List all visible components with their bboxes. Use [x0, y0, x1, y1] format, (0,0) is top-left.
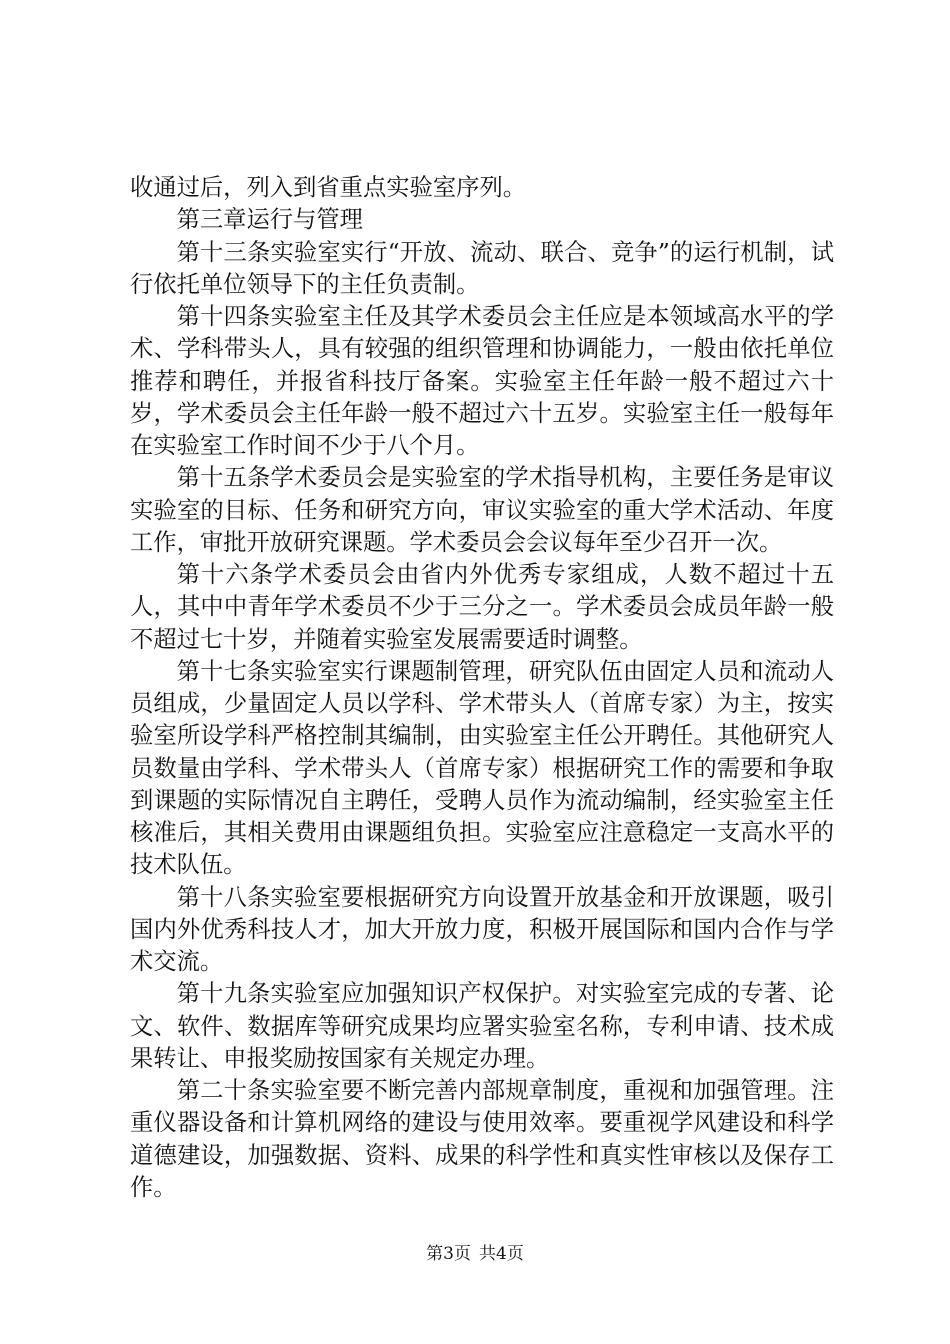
document-body	[130, 172, 834, 1204]
article-16: 第十六条学术委员会由省内外优秀专家组成，人数不超过十五人，其中中青年学术委员不少于三分之一。学术委员会成员年龄一般不超过七十岁，并随着实验室发展需要适时调整。	[130, 561, 834, 653]
article-13: 第十三条实验室实行“开放、流动、联合、竞争”的运行机制，试行依托单位领导下的主任负责制。	[130, 238, 834, 298]
page-total: 共4页	[479, 1244, 524, 1264]
article-19: 第十九条实验室应加强知识产权保护。对实验室完成的专著、论文、软件、数据库等研究成果均应署实验室名称，专利申请、技术成果转让、申报奖励按国家有关规定办理。	[130, 980, 834, 1072]
page-number: 第3页	[426, 1244, 471, 1264]
article-18: 第十八条实验室要根据研究方向设置开放基金和开放课题，吸引国内外优秀科技人才，加大开放力度，积极开展国际和国内合作与学术交流。	[130, 883, 834, 975]
article-14: 第十四条实验室主任及其学术委员会主任应是本领域高水平的学术、学科带头人，具有较强的组织管理和协调能力，一般由依托单位推荐和聘任，并报省科技厅备案。实验室主任年龄一般不超过六十岁，学术委员会主任年龄一般不超过六十五岁。实验室主任一般每年在实验室工作时间不少于八个月。	[130, 303, 834, 459]
paragraph-0: 收通过后，列入到省重点实验室序列。	[130, 174, 527, 201]
page-footer	[0, 1242, 950, 1266]
article-15: 第十五条学术委员会是实验室的学术指导机构，主要任务是审议实验室的目标、任务和研究方向，审议实验室的重大学术活动、年度工作，审批开放研究课题。学术委员会会议每年至少召开一次。	[130, 464, 834, 556]
article-17: 第十七条实验室实行课题制管理，研究队伍由固定人员和流动人员组成，少量固定人员以学科、学术带头人（首席专家）为主，按实验室所设学科严格控制其编制，由实验室主任公开聘任。其他研究人员数量由学科、学术带头人（首席专家）根据研究工作的需要和争取到课题的实际情况自主聘任，受聘人员作为流动编制，经实验室主任核准后，其相关费用由课题组负担。实验室应注意稳定一支高水平的技术队伍。	[130, 657, 834, 879]
article-20: 第二十条实验室要不断完善内部规章制度，重视和加强管理。注重仪器设备和计算机网络的建设与使用效率。要重视学风建设和科学道德建设，加强数据、资料、成果的科学性和真实性审核以及保存工作。	[130, 1077, 834, 1201]
chapter-heading: 第三章运行与管理	[176, 206, 363, 234]
